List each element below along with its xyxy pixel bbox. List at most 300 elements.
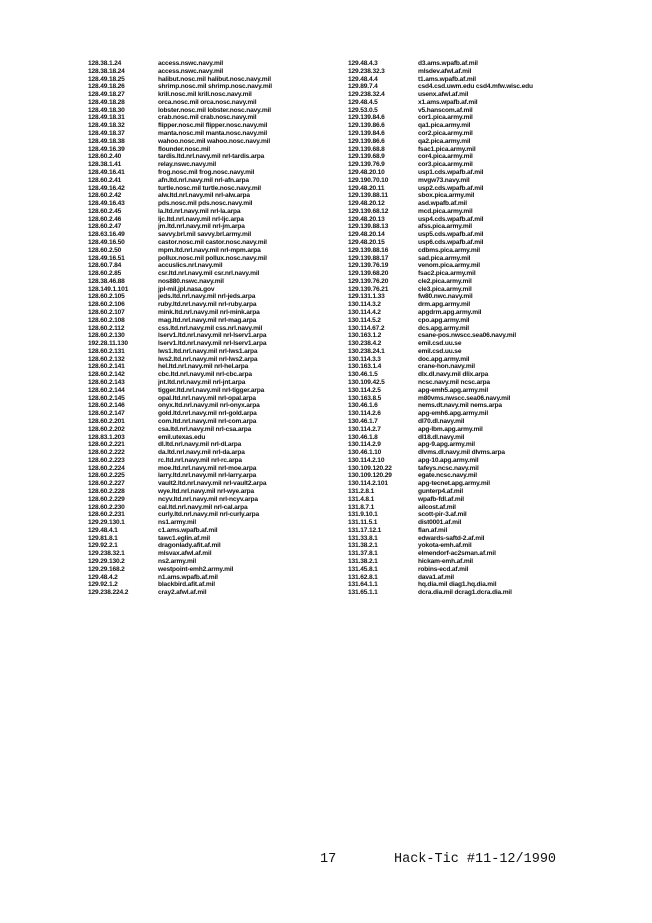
ip-address: 128.49.18.28 [88, 98, 125, 106]
host-entry [348, 550, 648, 558]
host-entry [348, 293, 648, 301]
hostname: csr.ltd.nrl.navy.mil csr.nrl.navy.mil [158, 270, 260, 278]
ip-address: 130.46.1.5 [348, 371, 378, 379]
ip-address: 129.139.86.6 [348, 122, 385, 130]
hostname: usp4.cds.wpafb.af.mil [418, 215, 484, 223]
hostname: crab.nosc.mil crab.nosc.navy.mil [158, 114, 257, 122]
host-entry [88, 332, 338, 340]
hostname: dcra.dia.mil dcrag1.dcra.dia.mil [418, 589, 512, 597]
hostname: lws1.ltd.nrl.navy.mil nrl-lws1.arpa [158, 347, 258, 355]
host-entry [348, 449, 648, 457]
hostname: x1.ams.wpafb.af.mil [418, 98, 478, 106]
hostname: ailcost.af.mil [418, 503, 456, 511]
hostname: wahoo.nosc.mil wahoo.nosc.navy.mil [158, 137, 271, 145]
ip-address: 128.38.1.24 [88, 60, 122, 67]
ip-address: 128.60.2.229 [88, 495, 125, 503]
hostname: mvgw73.navy.mil [418, 176, 470, 184]
ip-address: 129.139.84.6 [348, 114, 385, 122]
ip-address: 129.48.20.14 [348, 231, 385, 239]
hostname: css.ltd.nrl.navy.mil css.nrl.navy.mil [158, 324, 263, 332]
hostname: ncsc.navy.mil ncsc.arpa [418, 379, 490, 387]
ip-address: 131.38.2.1 [348, 542, 378, 550]
host-entry [88, 91, 338, 99]
host-entry [348, 332, 648, 340]
hostname: com.ltd.nrl.navy.mil nrl-com.arpa [158, 417, 257, 425]
host-entry [88, 223, 338, 231]
host-entry [88, 457, 338, 465]
host-entry [88, 247, 338, 255]
ip-address: 129.238.32.1 [88, 550, 125, 558]
hostname: lserv1.ltd.nrl.navy.mil nrl-lserv1.arpa [158, 332, 267, 340]
host-entry [348, 91, 648, 99]
hostname: apgdrm.apg.army.mil [418, 309, 482, 316]
ip-address: 128.49.18.30 [88, 106, 125, 114]
host-entry [348, 216, 648, 224]
host-entry [348, 340, 648, 348]
hostname: apg-lbm.apg.army.mil [418, 425, 483, 433]
host-entry [348, 379, 648, 387]
hostname: afss.pica.army.mil [418, 223, 472, 231]
hostname: asd.wpafb.af.mil [418, 200, 467, 208]
ip-address: 129.48.4.1 [88, 526, 118, 534]
ip-address: 130.238.24.1 [348, 347, 385, 355]
host-entry [88, 309, 338, 317]
ip-address: 128.60.2.143 [88, 379, 125, 387]
hostname: tafeys.ncsc.navy.mil [418, 464, 479, 472]
hostname: apg-9.apg.army.mil [418, 441, 475, 449]
ip-address: 128.60.2.228 [88, 487, 125, 495]
host-entry [88, 122, 338, 130]
ip-address: 128.49.18.32 [88, 122, 125, 130]
ip-address: 130.163.1.4 [348, 363, 382, 371]
ip-address: 128.60.2.108 [88, 316, 125, 324]
ip-address: 128.49.16.42 [88, 184, 125, 192]
host-entry [88, 426, 338, 434]
host-entry [88, 472, 338, 480]
host-entry [88, 114, 338, 122]
host-entry [88, 340, 338, 348]
ip-address: 128.49.16.41 [88, 168, 125, 176]
hostname: csd4.csd.uwm.edu csd4.mfw.wisc.edu [418, 83, 533, 91]
host-entry [348, 581, 648, 589]
hostname: wye.ltd.nrl.navy.mil nrl-wye.arpa [158, 487, 255, 495]
ip-address: 129.190.70.10 [348, 176, 389, 184]
hostname: afn.ltd.nrl.navy.mil nrl-afn.arpa [158, 176, 249, 184]
ip-address: 130.114.2.7 [348, 425, 381, 433]
host-table-right-column [348, 60, 648, 597]
hostname: cle2.pica.army.mil [418, 277, 472, 285]
host-entry [348, 161, 648, 169]
host-entry [348, 68, 648, 76]
hostname: alw.ltd.nrl.navy.mil nrl-alw.arpa [158, 192, 250, 200]
host-entry [348, 558, 648, 566]
hostname: vault2.ltd.nrl.navy.mil nrl-vault2.arpa [158, 480, 267, 488]
ip-address: 128.60.2.130 [88, 332, 125, 340]
hostname: yokota-emh.af.mil [418, 542, 472, 550]
ip-address: 128.60.2.224 [88, 464, 125, 472]
host-entry [348, 348, 648, 356]
ip-address: 130.46.1.8 [348, 433, 378, 441]
ip-address: 129.48.4.2 [88, 573, 118, 581]
ip-address: 129.48.20.12 [348, 200, 385, 208]
host-entry [348, 325, 648, 333]
ip-address: 128.38.46.88 [88, 277, 125, 285]
hostname: emil.csd.uu.se [418, 340, 462, 348]
ip-address: 128.49.16.43 [88, 200, 125, 208]
host-entry [348, 317, 648, 325]
hostname: tigger.ltd.nrl.navy.mil nrl-tigger.arpa [158, 386, 265, 394]
hostname: turtle.nosc.mil turtle.nosc.navy.mil [158, 184, 261, 192]
page-number: 17 [320, 852, 337, 867]
host-entry [88, 255, 338, 263]
host-entry [348, 153, 648, 161]
hostname: edwards-saftd-2.af.mil [418, 534, 485, 542]
host-entry [88, 434, 338, 442]
ip-address: 128.60.2.41 [88, 176, 122, 184]
host-entry [88, 270, 338, 278]
ip-address: 128.60.2.147 [88, 410, 125, 418]
hostname: ncyv.ltd.nrl.navy.mil nrl-ncyv.arpa [158, 495, 258, 503]
ip-address: 129.139.88.13 [348, 223, 389, 231]
host-entry [88, 99, 338, 107]
ip-address: 131.37.8.1 [348, 550, 378, 558]
hostname: blackbird.afit.af.mil [158, 581, 215, 589]
ip-address: 128.60.2.202 [88, 425, 125, 433]
hostname: pollux.nosc.mil pollux.nosc.navy.mil [158, 254, 267, 262]
host-entry [348, 574, 648, 582]
ip-address: 128.60.2.47 [88, 223, 122, 231]
ip-address: 130.114.3.3 [348, 355, 381, 363]
host-entry [88, 480, 338, 488]
ip-address: 128.49.18.25 [88, 75, 125, 83]
ip-address: 129.92.1.2 [88, 581, 118, 589]
host-entry [88, 558, 338, 566]
hostname: nos880.nswc.navy.mil [158, 277, 224, 285]
host-entry [88, 441, 338, 449]
host-entry [348, 465, 648, 473]
host-entry [348, 60, 648, 68]
ip-address: 129.139.68.20 [348, 270, 389, 278]
ip-address: 128.60.2.42 [88, 192, 122, 200]
host-entry [348, 527, 648, 535]
host-entry [348, 192, 648, 200]
host-entry [88, 138, 338, 146]
hostname: d3.ams.wpafb.af.mil [418, 60, 478, 67]
host-entry [348, 83, 648, 91]
hostname: moe.ltd.nrl.navy.mil nrl-moe.arpa [158, 464, 257, 472]
host-entry [348, 441, 648, 449]
host-entry [88, 169, 338, 177]
ip-address: 131.4.8.1 [348, 495, 375, 503]
ip-address: 131.11.5.1 [348, 519, 378, 527]
host-entry [348, 566, 648, 574]
ip-address: 130.114.2.10 [348, 456, 385, 464]
host-entry [88, 185, 338, 193]
ip-address: 129.131.1.33 [348, 293, 385, 301]
hostname: fw80.nwc.navy.mil [418, 293, 473, 301]
host-entry [88, 286, 338, 294]
hostname: lserv1.ltd.nrl.navy.mil nrl-lserv1.arpa [158, 340, 267, 348]
ip-address: 131.2.8.1 [348, 487, 375, 495]
hostname: orca.nosc.mil orca.nosc.navy.mil [158, 98, 257, 106]
host-entry [348, 270, 648, 278]
hostname: qa1.pica.army.mil [418, 122, 471, 130]
ip-address: 128.49.18.26 [88, 83, 125, 91]
host-entry [348, 511, 648, 519]
hostname: mag.ltd.nrl.navy.mil nrl-mag.arpa [158, 316, 257, 324]
host-entry [88, 325, 338, 333]
host-entry [348, 122, 648, 130]
host-entry [88, 208, 338, 216]
host-entry [88, 177, 338, 185]
hostname: jpl-mil.jpl.nasa.gov [158, 285, 215, 293]
ip-address: 131.64.1.1 [348, 581, 378, 589]
ip-address: 129.139.76.20 [348, 277, 389, 285]
ip-address: 130.114.3.2 [348, 301, 381, 309]
ip-address: 129.238.32.3 [348, 67, 385, 75]
ip-address: 128.60.2.132 [88, 355, 125, 363]
ip-address: 130.114.2.5 [348, 386, 381, 394]
host-entry [348, 239, 648, 247]
hostname: lws2.ltd.nrl.navy.mil nrl-lws2.arpa [158, 355, 258, 363]
host-entry [88, 371, 338, 379]
ip-address: 129.139.68.12 [348, 207, 389, 215]
host-entry [88, 519, 338, 527]
host-entry [348, 278, 648, 286]
ip-address: 128.60.2.40 [88, 153, 122, 161]
host-entry [348, 542, 648, 550]
hostname: onyx.ltd.nrl.navy.mil nrl-onyx.arpa [158, 402, 260, 410]
hostname: jnt.ltd.nrl.navy.mil nrl-jnt.arpa [158, 379, 246, 387]
host-entry [348, 426, 648, 434]
hostname: usp5.cds.wpafb.af.mil [418, 231, 484, 239]
hostname: ns1.army.mil [158, 519, 197, 527]
hostname: venom.pica.army.mil [418, 262, 480, 270]
ip-address: 129.139.88.17 [348, 254, 389, 262]
publication-title: Hack-Tic #11-12/1990 [394, 852, 557, 867]
host-entry [88, 161, 338, 169]
hostname: hq.dia.mil diag1.hq.dia.mil [418, 581, 497, 589]
hostname: cray2.afwl.af.mil [158, 589, 207, 597]
host-entry [348, 418, 648, 426]
hostname: usenx.afwl.af.mil [418, 91, 469, 99]
ip-address: 129.139.76.9 [348, 161, 385, 169]
hostname: apg-10.apg.army.mil [418, 456, 479, 464]
ip-address: 128.60.2.221 [88, 441, 125, 449]
host-entry [348, 395, 648, 403]
ip-address: 128.38.18.24 [88, 67, 125, 75]
hostname: la.ltd.nrl.navy.mil nrl-la.arpa [158, 207, 241, 215]
hostname: dist0001.af.mil [418, 519, 462, 527]
hostname: da.ltd.nrl.navy.mil nrl-da.arpa [158, 449, 245, 457]
hostname: relay.nswc.navy.mil [158, 161, 217, 169]
ip-address: 130.114.67.2 [348, 324, 385, 332]
hostname: qa2.pica.army.mil [418, 137, 471, 145]
host-entry [88, 146, 338, 154]
host-entry [88, 387, 338, 395]
ip-address: 128.60.2.231 [88, 511, 125, 519]
hostname: manta.nosc.mil manta.nosc.navy.mil [158, 130, 268, 138]
ip-address: 130.163.8.5 [348, 394, 382, 402]
hostname: jeds.ltd.nrl.navy.mil nrl-jeds.arpa [158, 293, 256, 301]
hostname: usp2.cds.wpafb.af.mil [418, 184, 484, 192]
host-entry [88, 317, 338, 325]
hostname: access.nswc.navy.mil [158, 60, 224, 67]
ip-address: 129.48.20.10 [348, 168, 385, 176]
host-entry [88, 527, 338, 535]
host-entry [348, 371, 648, 379]
ip-address: 128.60.2.50 [88, 246, 122, 254]
hostname: sad.pica.army.mil [418, 254, 471, 262]
host-entry [88, 76, 338, 84]
hostname: dragonlady.afit.af.mil [158, 542, 221, 550]
host-entry [88, 418, 338, 426]
ip-address: 130.109.120.29 [348, 472, 392, 480]
ip-address: 130.109.120.22 [348, 464, 392, 472]
ip-address: 128.60.2.227 [88, 480, 125, 488]
hostname: dava1.af.mil [418, 573, 454, 581]
hostname: apg-emh5.apg.army.mil [418, 386, 489, 394]
ip-address: 128.60.2.222 [88, 449, 125, 457]
host-entry [348, 457, 648, 465]
ip-address: 128.49.18.38 [88, 137, 125, 145]
hostname: gunterp4.af.mil [418, 487, 464, 495]
host-entry [348, 185, 648, 193]
hostname: frog.nosc.mil frog.nosc.navy.mil [158, 168, 255, 176]
ip-address: 129.139.76.21 [348, 285, 389, 293]
host-entry [88, 488, 338, 496]
hostname: mcd.pica.army.mil [418, 207, 473, 215]
host-entry [88, 83, 338, 91]
ip-address: 130.114.2.101 [348, 480, 388, 488]
hostname: t1.ams.wpafb.af.mil [418, 75, 476, 83]
host-entry [348, 223, 648, 231]
ip-address: 131.38.2.1 [348, 558, 378, 565]
hostname: fsac1.pica.army.mil [418, 145, 476, 153]
hostname: dl70.dl.navy.mil [418, 417, 465, 425]
ip-address: 130.46.1.6 [348, 402, 378, 410]
host-entry [348, 488, 648, 496]
ip-address: 129.139.76.19 [348, 262, 389, 270]
ip-address: 128.60.2.107 [88, 309, 125, 316]
ip-address: 130.114.2.6 [348, 410, 381, 418]
host-entry [348, 356, 648, 364]
hostname: access.nswc.navy.mil [158, 67, 224, 75]
hostname: westpoint-emh2.army.mil [158, 565, 234, 573]
hostname: flounder.nosc.mil [158, 145, 211, 153]
hostname: lobster.nosc.mil lobster.nosc.navy.mil [158, 106, 271, 114]
hostname: m80vms.nwscc.sea06.navy.mil [418, 394, 511, 402]
host-entry [88, 130, 338, 138]
ip-address: 128.60.2.85 [88, 270, 122, 278]
hostname: elmendorf-ac2sman.af.mil [418, 550, 496, 558]
host-entry [88, 153, 338, 161]
ip-address: 129.238.32.4 [348, 91, 385, 99]
ip-address: 129.53.0.5 [348, 106, 378, 114]
host-entry [88, 356, 338, 364]
host-entry [348, 247, 648, 255]
host-entry [88, 107, 338, 115]
ip-address: 130.46.1.7 [348, 417, 378, 425]
host-entry [88, 535, 338, 543]
ip-address: 129.48.4.5 [348, 98, 378, 106]
hostname: dcs.apg.army.mil [418, 324, 469, 332]
host-entry [348, 309, 648, 317]
hostname: rc.ltd.nrl.navy.mil nrl-rc.arpa [158, 456, 242, 464]
hostname: ljc.ltd.nrl.navy.mil nrl-ljc.arpa [158, 215, 244, 223]
hostname: cor4.pica.army.mil [418, 153, 473, 161]
hostname: cor3.pica.army.mil [418, 161, 473, 169]
host-entry [88, 68, 338, 76]
ip-address: 131.8.7.1 [348, 503, 375, 511]
hostname: v5.hanscom.af.mil [418, 106, 473, 114]
host-entry [348, 472, 648, 480]
hostname: hel.ltd.nrl.navy.mil nrl-hel.arpa [158, 363, 249, 371]
host-entry [88, 262, 338, 270]
hostname: egate.ncsc.navy.mil [418, 472, 477, 480]
ip-address: 130.114.2.9 [348, 441, 381, 449]
hostname: dl.ltd.nrl.navy.mil nrl-dl.arpa [158, 441, 242, 449]
host-entry [88, 301, 338, 309]
hostname: tardis.ltd.nrl.navy.mil nrl-tardis.arpa [158, 153, 265, 161]
ip-address: 131.45.8.1 [348, 565, 378, 573]
host-entry [88, 293, 338, 301]
hostname: cor2.pica.army.mil [418, 130, 473, 138]
host-entry [348, 519, 648, 527]
host-entry [88, 348, 338, 356]
ip-address: 130.114.4.2 [348, 309, 381, 316]
hostname: flan.af.mil [418, 526, 448, 534]
host-entry [348, 76, 648, 84]
ip-address: 128.60.2.45 [88, 207, 122, 215]
ip-address: 129.139.88.16 [348, 246, 389, 254]
host-entry [348, 480, 648, 488]
ip-address: 128.38.1.41 [88, 161, 122, 169]
ip-address: 129.139.84.6 [348, 130, 385, 138]
hostname: emil.csd.uu.se [418, 347, 462, 355]
host-entry [348, 146, 648, 154]
host-entry [88, 239, 338, 247]
host-entry [88, 504, 338, 512]
hostname: mink.ltd.nrl.navy.mil nrl-mink.arpa [158, 309, 260, 316]
ip-address: 128.60.2.223 [88, 456, 125, 464]
hostname: opal.ltd.nrl.navy.mil nrl-opal.arpa [158, 394, 256, 402]
hostname: hickam-emh.af.mil [418, 558, 473, 565]
ip-address: 128.60.2.112 [88, 324, 125, 332]
ip-address: 128.49.16.50 [88, 238, 125, 246]
ip-address: 129.29.130.1 [88, 519, 125, 527]
host-entry [88, 542, 338, 550]
host-entry [348, 504, 648, 512]
ip-address: 128.49.16.39 [88, 145, 125, 153]
host-entry [348, 169, 648, 177]
ip-address: 129.139.68.9 [348, 153, 385, 161]
ip-address: 128.63.16.49 [88, 231, 125, 239]
ip-address: 128.60.2.225 [88, 472, 125, 480]
hostname: accuslics.nrl.navy.mil [158, 262, 223, 270]
ip-address: 129.48.20.15 [348, 238, 385, 246]
host-entry [88, 581, 338, 589]
ip-address: 128.49.18.31 [88, 114, 125, 122]
ip-address: 128.60.2.46 [88, 215, 122, 223]
hostname: doc.apg.army.mil [418, 355, 470, 363]
ip-address: 128.49.18.27 [88, 91, 125, 99]
host-entry [88, 200, 338, 208]
ip-address: 128.49.18.37 [88, 130, 125, 138]
ip-address: 129.48.4.3 [348, 60, 378, 67]
host-entry [348, 255, 648, 263]
host-entry [348, 301, 648, 309]
